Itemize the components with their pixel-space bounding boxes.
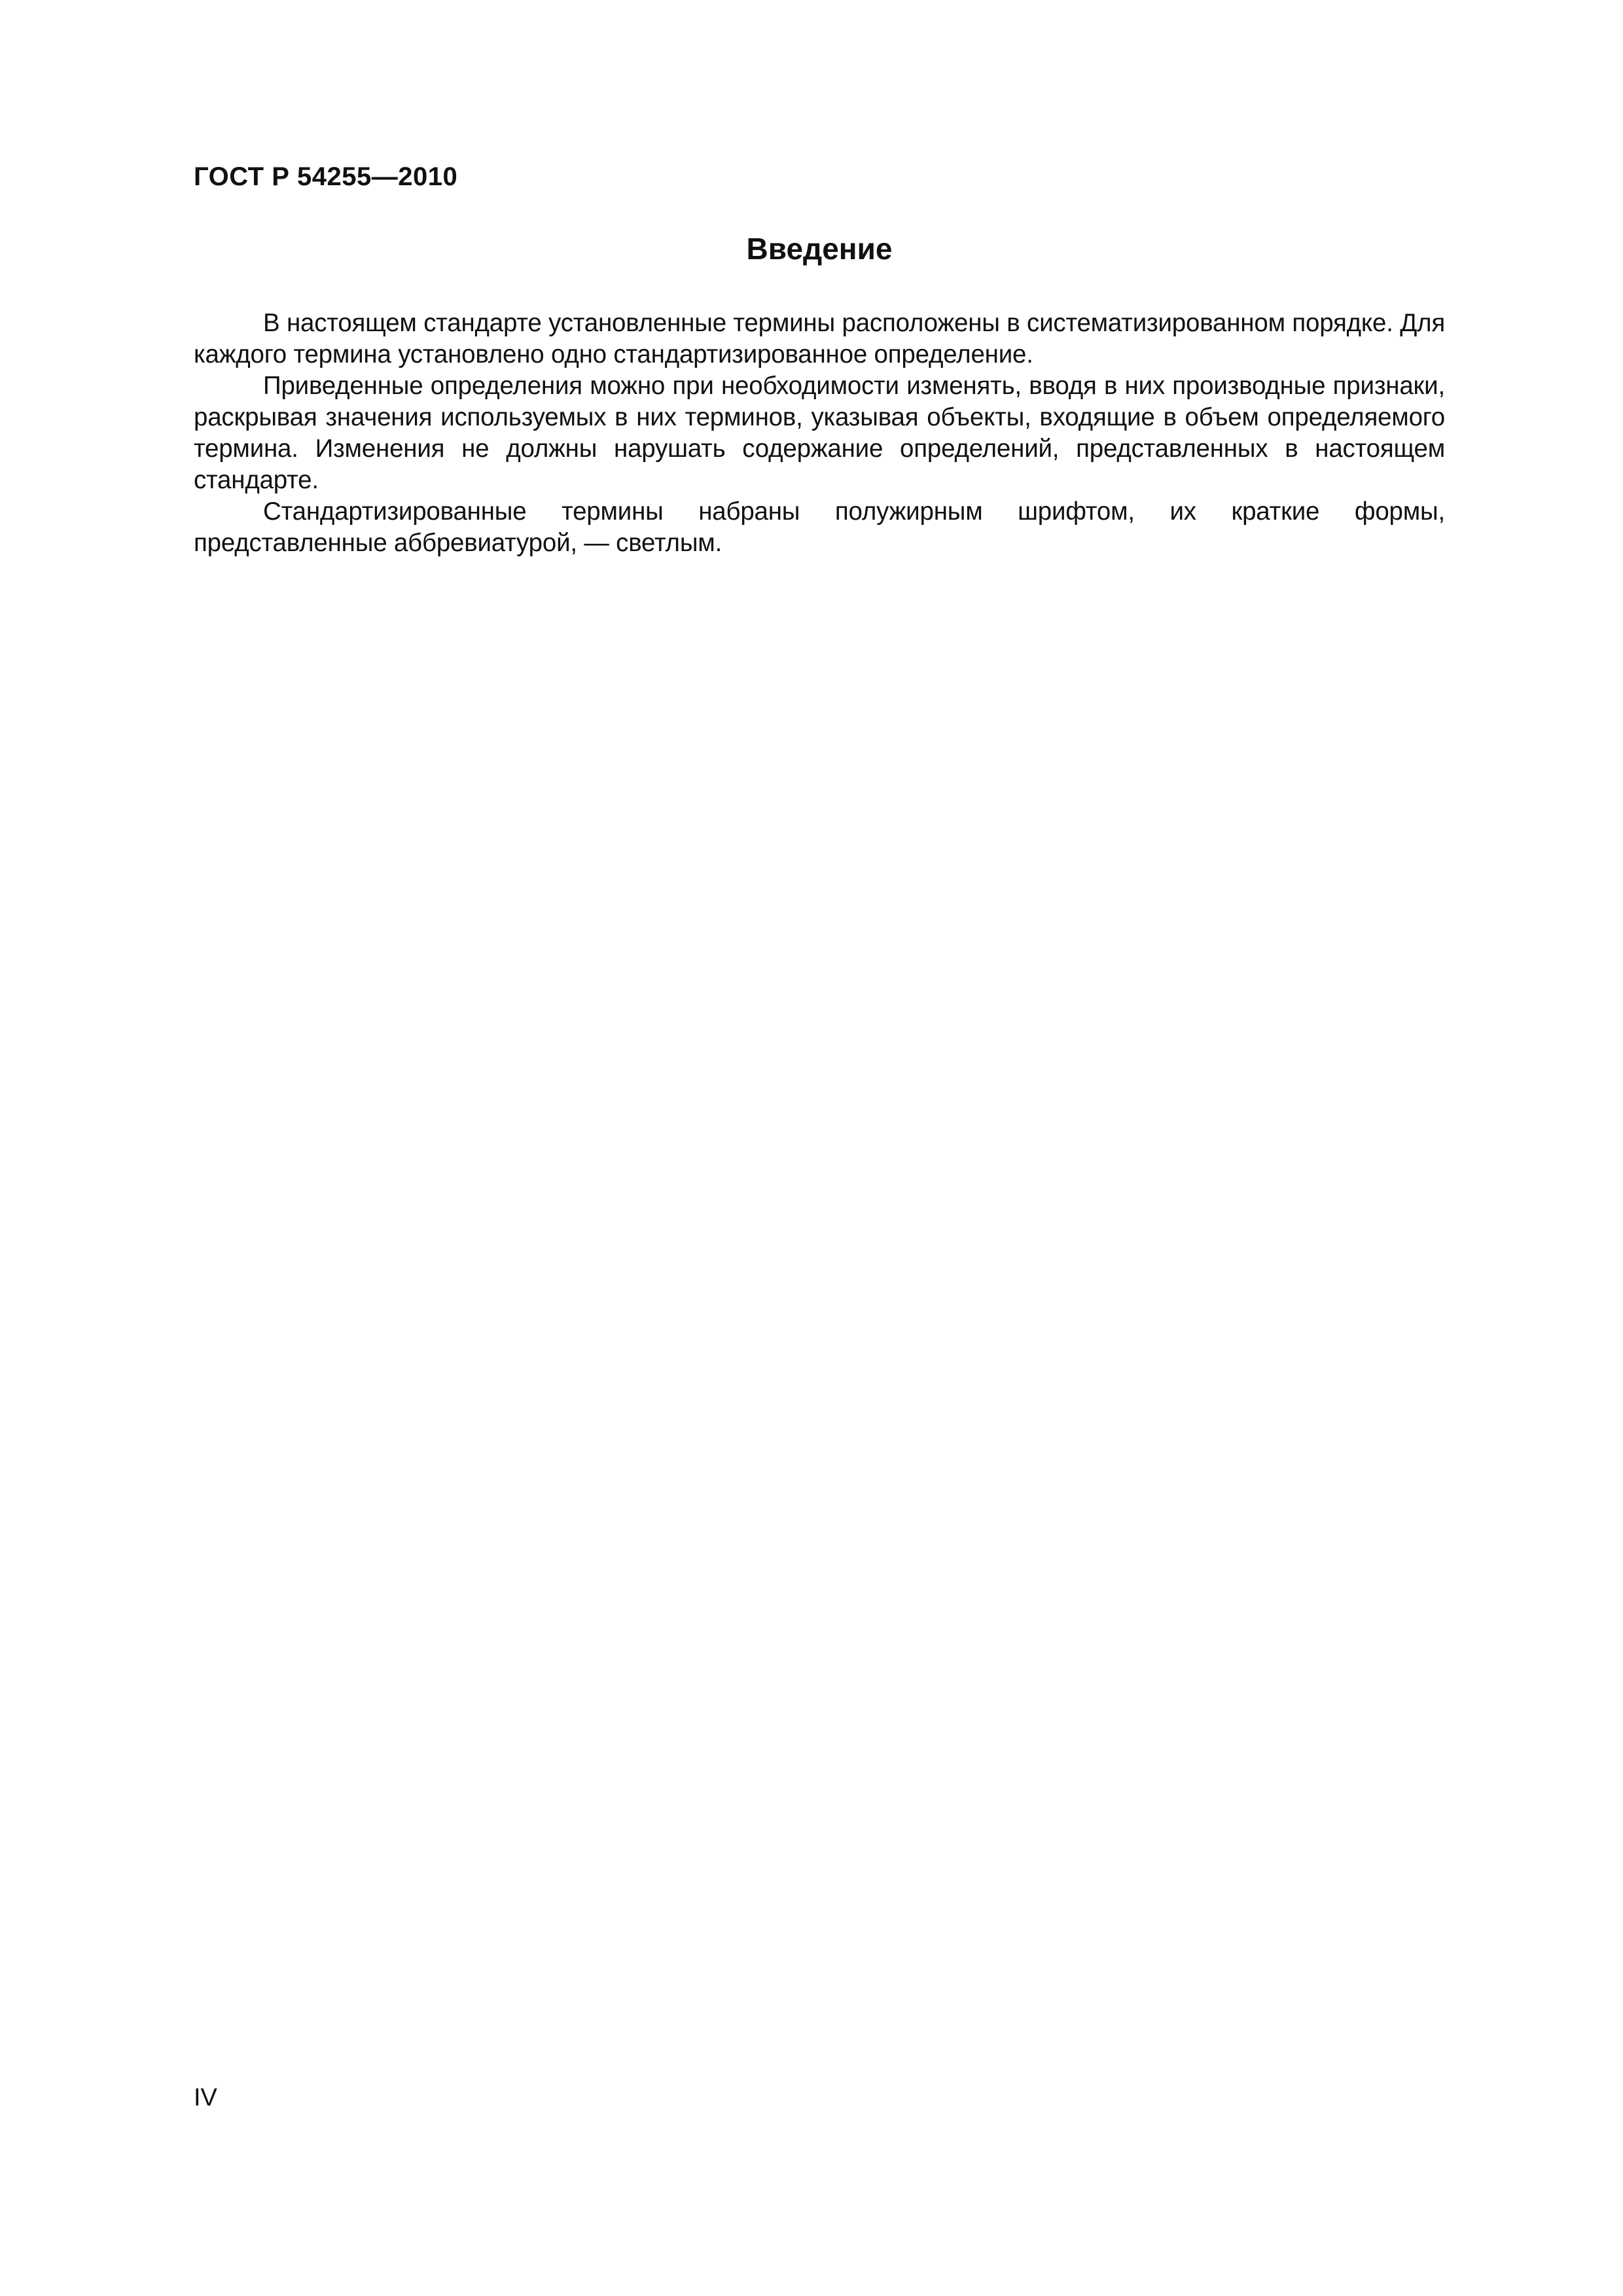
section-title: Введение [746, 232, 893, 266]
paragraph: Приведенные определения можно при необходимости изменять, вводя в них производные признаки, раскрывая значения используемых в них терминов, указывая объекты, входящие в объем определяемого термина. Изменения не должны нарушать содержание определений, представленных в настоящем стандарте. [194, 372, 1445, 494]
body-text [194, 308, 1445, 559]
paragraph: В настоящем стандарте установленные термины расположены в систематизированном порядке. Для каждого термина установлено одно стандартизированное определение. [194, 309, 1445, 368]
page-number: IV [194, 2084, 217, 2111]
document-code: ГОСТ Р 54255—2010 [194, 162, 458, 191]
paragraph: Стандартизированные термины набраны полужирным шрифтом, их краткие формы, представленные аббревиатурой, — светлым. [194, 497, 1445, 557]
